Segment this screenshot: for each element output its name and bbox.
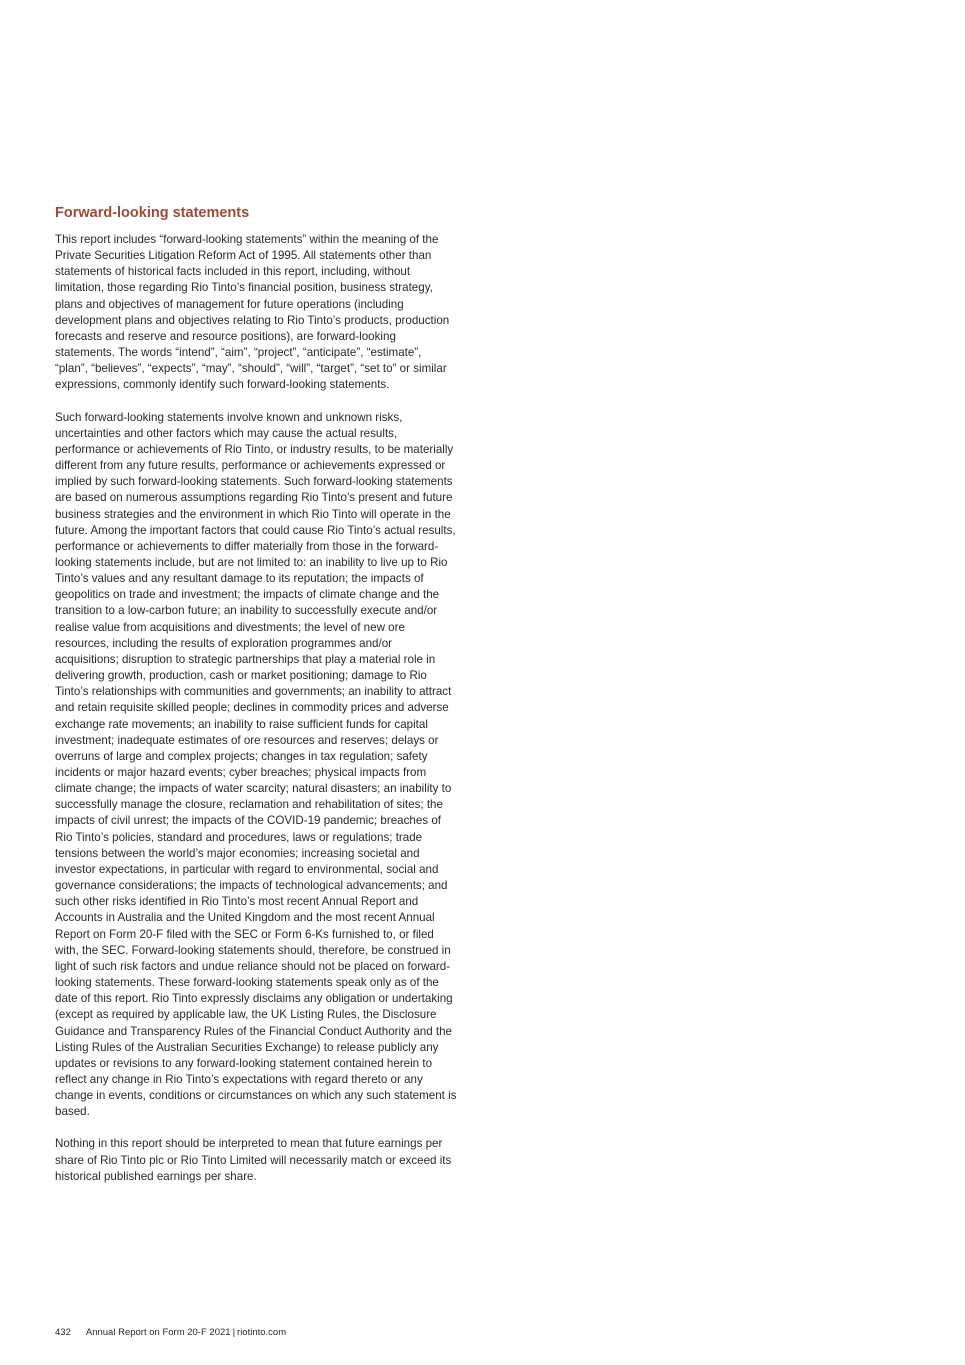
footer-separator: | — [232, 1327, 236, 1338]
paragraph-risks: Such forward-looking statements involve known and unknown risks, uncertainties and other factors which may cause the actual results, performance or achievements of Rio Tinto, or industry results, to be materially different from any future results, performance or achievements expressed or implied by such forward-looking statements. Such forward-looking statements are based on numerous assumptions regarding Rio Tinto’s present and future business strategies and the environment in which Rio Tinto will operate in the future. Among the important factors that could cause Rio Tinto’s actual results, performance or achievements to differ materially from those in the forward-looking statements include, but are not limited to: an inability to live up to Rio Tinto’s values and any resultant damage to its reputation; the impacts of geopolitics on trade and investment; the impacts of climate change and the transition to a low-carbon future; an inability to successfully execute and/or realise value from acquisitions and divestments; the level of new ore resources, including the results of exploration programmes and/or acquisitions; disruption to strategic partnerships that play a material role in delivering growth, production, cash or market positioning; damage to Rio Tinto’s relationships with communities and governments; an inability to attract and retain requisite skilled people; declines in commodity prices and adverse exchange rate movements; an inability to raise sufficient funds for capital investment; inadequate estimates of ore resources and reserves; delays or overruns of large and complex projects; changes in tax regulation; safety incidents or major hazard events; cyber breaches; physical impacts from climate change; the impacts of water scarcity; natural disasters; an inability to successfully manage the closure, reclamation and rehabilitation of sites; the impacts of civil unrest; the impacts of the COVID-19 pandemic; breaches of Rio Tinto’s policies, standard and procedures, laws or regulations; trade tensions between the world’s major economies; increasing societal and investor expectations, in particular with regard to environmental, social and governance considerations; the impacts of technological advancements; and such other risks identified in Rio Tinto’s most recent Annual Report and Accounts in Australia and the United Kingdom and the most recent Annual Report on Form 20-F filed with the SEC or Form 6-Ks furnished to, or filed with, the SEC. Forward-looking statements should, therefore, be construed in light of such risk factors and undue reliance should not be placed on forward-looking statements. These forward-looking statements speak only as of the date of this report. Rio Tinto expressly disclaims any obligation or undertaking (except as required by applicable law, the UK Listing Rules, the Disclosure Guidance and Transparency Rules of the Financial Conduct Authority and the Listing Rules of the Australian Securities Exchange) to release publicly any updates or revisions to any forward-looking statement contained herein to reflect any change in Rio Tinto’s expectations with regard thereto or any change in events, conditions or circumstances on which any such statement is based. — [55, 410, 457, 1119]
report-title: Annual Report on Form 20-F 2021 — [85, 1327, 231, 1338]
page-footer — [55, 1327, 286, 1339]
page-number: 432 — [55, 1327, 71, 1338]
section-title: Forward-looking statements — [55, 205, 250, 221]
forward-looking-section — [55, 204, 457, 1201]
paragraph-earnings: Nothing in this report should be interpreted to mean that future earnings per share of Rio Tinto plc or Rio Tinto Limited will necessarily match or exceed its historical published earnings per share. — [55, 1137, 452, 1183]
website-link[interactable]: riotinto.com — [237, 1327, 287, 1338]
paragraph-intro: This report includes “forward-looking statements” within the meaning of the Private Securities Litigation Reform Act of 1995. All statements other than statements of historical facts included in this report, including, without limitation, those regarding Rio Tinto’s financial position, business strategy, plans and objectives of management for future operations (including development plans and objectives relating to Rio Tinto’s products, production forecasts and reserve and resource positions), are forward-looking statements. The words “intend”, “aim”, “project”, “anticipate”, “estimate”, “plan”, “believes”, “expects”, “may”, “should”, “will”, “target”, “set to” or similar expressions, commonly identify such forward-looking statements. — [55, 233, 450, 392]
